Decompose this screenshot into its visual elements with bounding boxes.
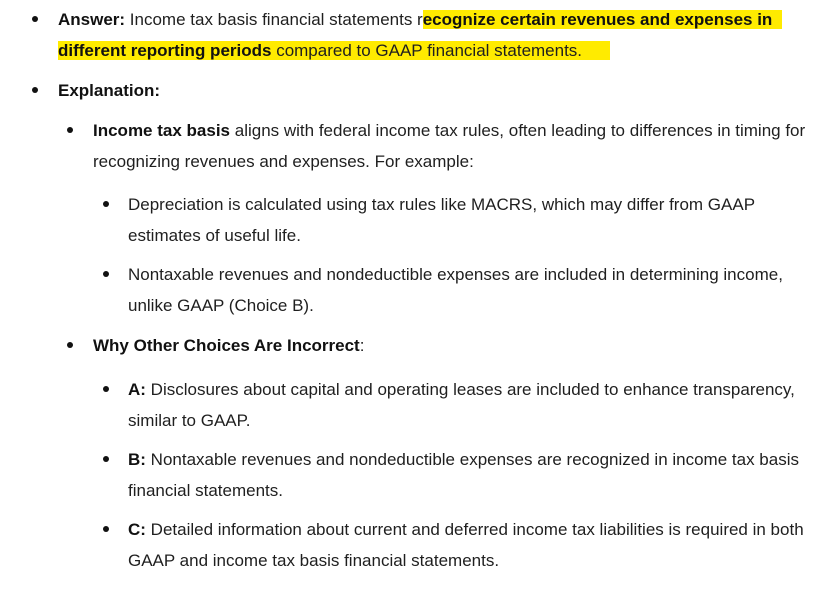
answer-item — [58, 4, 808, 66]
bullet-icon — [103, 526, 109, 532]
choice-item: A: Disclosures about capital and operating leases are included to enhance transparency, similar to GAAP. — [128, 380, 795, 430]
income-tax-basis-item: Income tax basis aligns with federal income tax rules, often leading to differences in timing for recognizing revenues and expenses. For example: — [93, 121, 806, 171]
choice-item: B: Nontaxable revenues and nondeductible expenses are recognized in income tax basis financial statements. — [128, 450, 799, 500]
bullet-icon — [32, 16, 38, 22]
answer-text: Income tax basis financial statements r — [125, 10, 423, 29]
bullet-icon — [103, 271, 109, 277]
answer-highlight: ecognize certain revenues and expenses in different reporting periods compared to GAAP financial statements. — [58, 10, 782, 60]
bullet-icon — [67, 342, 73, 348]
explanation-heading: Explanation: — [58, 81, 161, 100]
example-item: Depreciation is calculated using tax rules like MACRS, which may differ from GAAP estimates of useful life. — [128, 195, 755, 245]
why-other-choices-heading: Why Other Choices Are Incorrect: — [93, 336, 365, 355]
bullet-icon — [103, 386, 109, 392]
bullet-icon — [32, 87, 38, 93]
bullet-icon — [67, 127, 73, 133]
bullet-icon — [103, 456, 109, 462]
example-item: Nontaxable revenues and nondeductible expenses are included in determining income, unlike GAAP (Choice B). — [128, 265, 783, 315]
bullet-icon — [103, 201, 109, 207]
choice-item: C: Detailed information about current and deferred income tax liabilities is required in both GAAP and income tax basis financial statements. — [128, 520, 804, 570]
answer-label: Answer: — [58, 10, 126, 29]
